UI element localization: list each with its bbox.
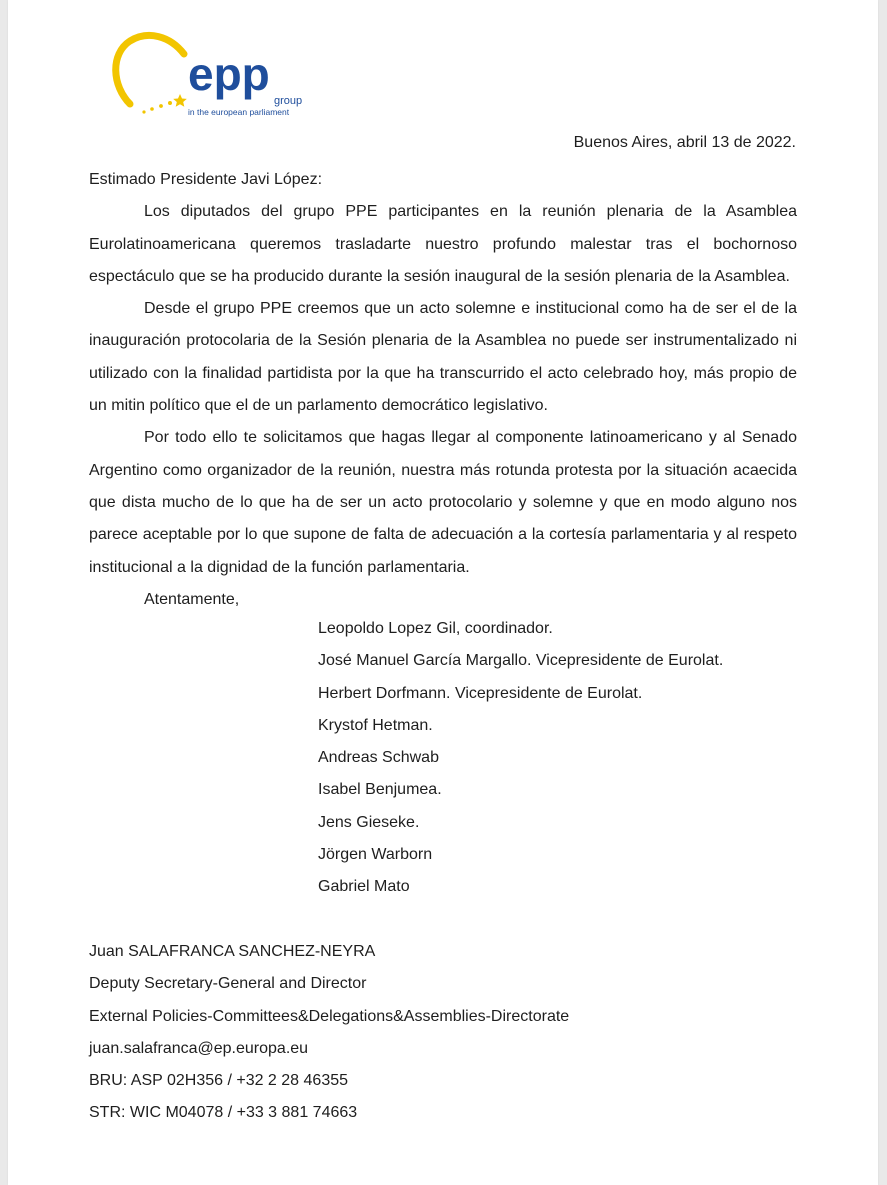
logo-stars bbox=[142, 94, 186, 114]
contact-bru-phone: BRU: ASP 02H356 / +32 2 28 46355 bbox=[89, 1072, 349, 1090]
contact-str-phone: STR: WIC M04078 / +33 3 881 74663 bbox=[89, 1104, 358, 1122]
signer-item: Leopoldo Lopez Gil, coordinador. bbox=[318, 620, 553, 637]
logo-brand-text: epp bbox=[188, 48, 270, 100]
letter-paragraph: Desde el grupo PPE creemos que un acto solemne e institucional como ha de ser el de la inauguración protocolaria de la Sesión plenaria de la Asamblea no puede ser instrumentalizado ni utilizado con la finalidad partidista por la que ha transcurrido el acto celebrado hoy, más propio de un mitin político que el de un parlamento democrático legislativo. bbox=[89, 300, 797, 415]
signer-item: Jens Gieseke. bbox=[318, 813, 420, 831]
signer-item: Herbert Dorfmann. Vicepresidente de Eurolat. bbox=[318, 684, 643, 702]
signer-item: José Manuel García Margallo. Vicepresidente de Eurolat. bbox=[318, 652, 724, 670]
letter-paragraph: Por todo ello te solicitamos que hagas llegar al componente latinoamericano y al Senado Argentino como organizador de la reunión, nuestra más rotunda protesta por la situación acaecida que dista mucho de lo que ha de ser un acto protocolario y solemne y que en modo alguno nos parece aceptable por lo que supone de falta de adecuación a la cortesía parlamentaria y al respeto institucional a la dignidad de la función parlamentaria. bbox=[89, 429, 797, 576]
signer-item: Krystof Hetman. bbox=[318, 716, 433, 734]
contact-department: External Policies-Committees&Delegations&Assemblies-Directorate bbox=[89, 1007, 570, 1025]
logo-star bbox=[159, 104, 163, 108]
letter-date: Buenos Aires, abril 13 de 2022. bbox=[573, 134, 796, 151]
signer-item: Isabel Benjumea. bbox=[318, 781, 442, 799]
logo-star bbox=[168, 101, 172, 105]
logo-tagline: in the european parliament bbox=[188, 107, 290, 117]
epp-group-logo bbox=[108, 28, 308, 123]
signer-list bbox=[318, 613, 723, 904]
signer-item: Gabriel Mato bbox=[318, 878, 410, 896]
signer-item: Andreas Schwab bbox=[318, 749, 439, 767]
contact-name: Juan SALAFRANCA SANCHEZ-NEYRA bbox=[89, 943, 376, 960]
contact-email: juan.salafranca@ep.europa.eu bbox=[89, 1039, 309, 1057]
logo-star bbox=[142, 110, 145, 113]
letter-paragraph: Los diputados del grupo PPE participantes en la reunión plenaria de la Asamblea Eurolatinoamericana queremos trasladarte nuestro profundo malestar tras el bochornoso espectáculo que se ha producido durante la sesión inaugural de la sesión plenaria de la Asamblea. bbox=[89, 203, 797, 285]
letter-greeting: Estimado Presidente Javi López: bbox=[89, 171, 323, 188]
letter-page bbox=[8, 0, 878, 1185]
contact-block bbox=[89, 936, 569, 1130]
contact-title: Deputy Secretary-General and Director bbox=[89, 975, 367, 993]
letter-closing: Atentamente, bbox=[144, 590, 240, 608]
logo-group-text: group bbox=[274, 95, 303, 107]
logo-arc bbox=[116, 35, 184, 104]
logo-star bbox=[150, 107, 154, 111]
signer-item: Jörgen Warborn bbox=[318, 846, 433, 864]
logo-star-large bbox=[173, 94, 187, 107]
letter-body bbox=[89, 164, 797, 616]
